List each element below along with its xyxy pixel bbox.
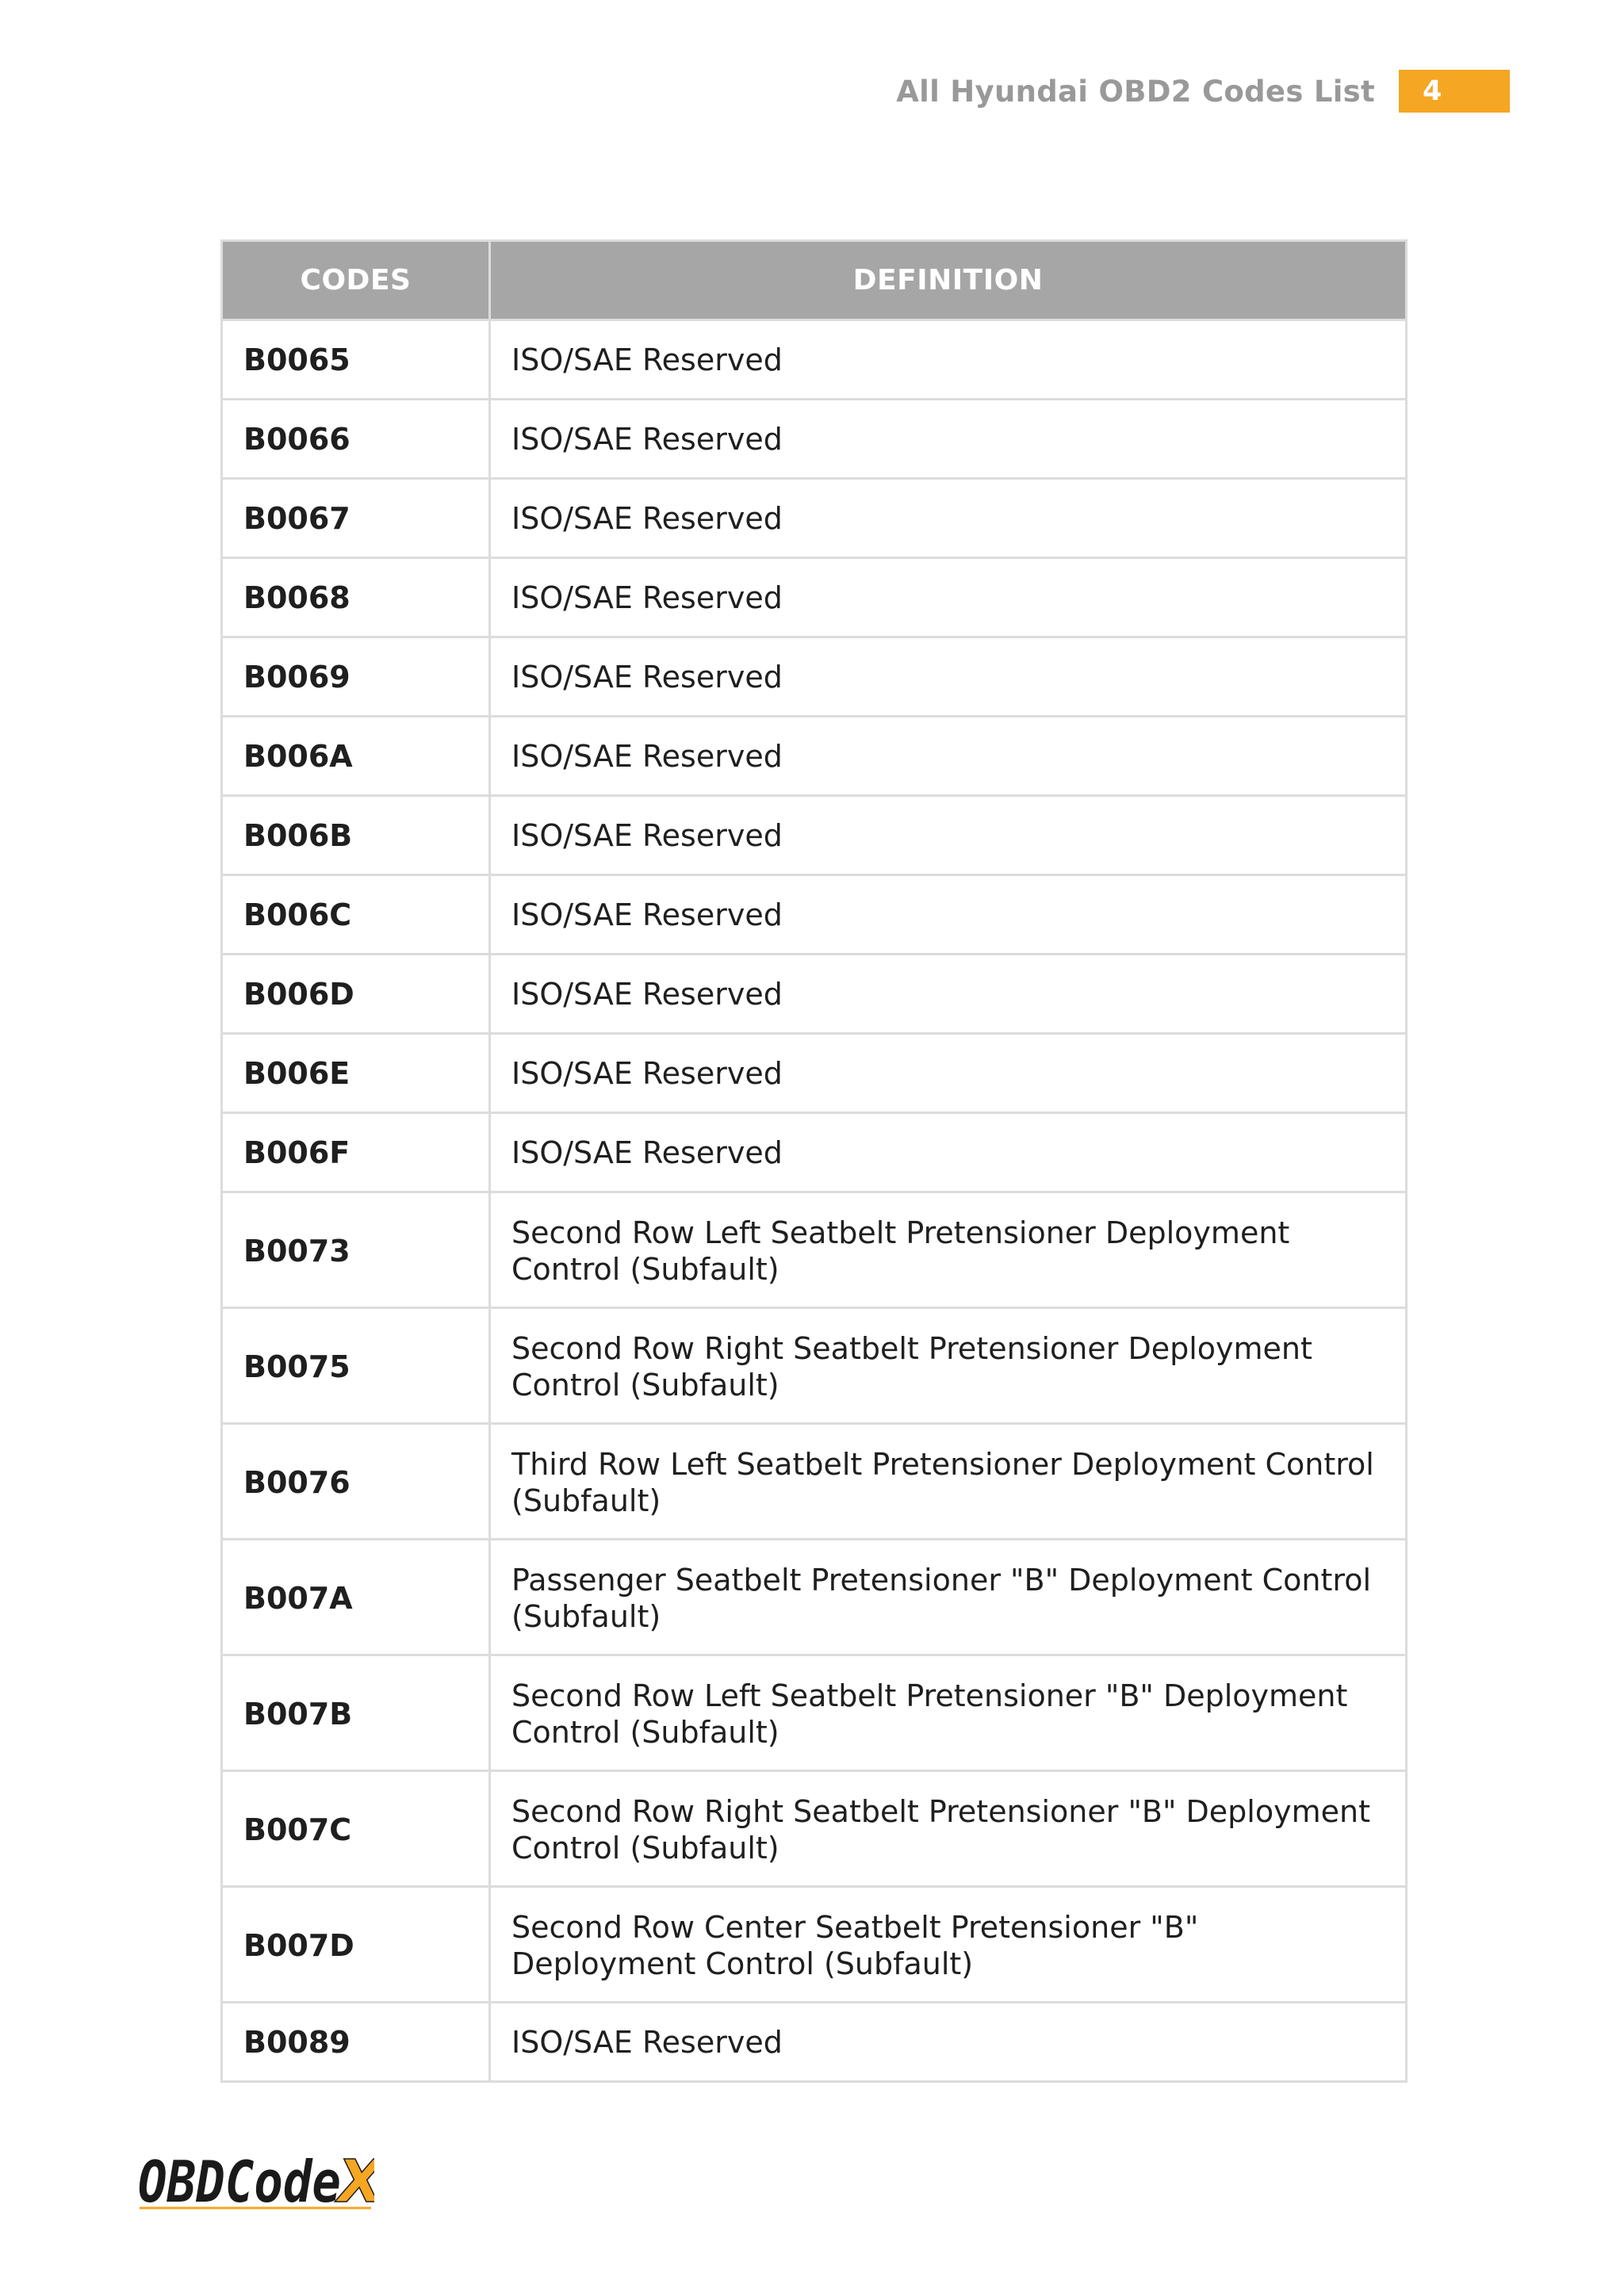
definition-cell: ISO/SAE Reserved (490, 637, 1407, 717)
table-row (222, 955, 1407, 1034)
table-row (222, 558, 1407, 637)
definition-cell: ISO/SAE Reserved (490, 1113, 1407, 1192)
code-cell: B006F (222, 1113, 490, 1192)
definition-cell: Second Row Left Seatbelt Pretensioner "B" Deployment Control (Subfault) (490, 1655, 1407, 1771)
page-number-badge: 4 (1399, 70, 1510, 113)
definition-cell: ISO/SAE Reserved (490, 558, 1407, 637)
table-row (222, 637, 1407, 717)
table-row (222, 1424, 1407, 1540)
code-cell: B006D (222, 955, 490, 1034)
code-cell: B007A (222, 1540, 490, 1655)
definition-cell: Second Row Right Seatbelt Pretensioner Deployment Control (Subfault) (490, 1308, 1407, 1424)
code-cell: B006A (222, 717, 490, 796)
column-header-definition: DEFINITION (490, 241, 1407, 320)
logo-accent-x (335, 2152, 374, 2211)
definition-cell: Third Row Left Seatbelt Pretensioner Deployment Control (Subfault) (490, 1424, 1407, 1540)
definition-cell: ISO/SAE Reserved (490, 796, 1407, 875)
logo-graphic (136, 2152, 374, 2211)
code-cell: B007B (222, 1655, 490, 1771)
definition-cell: ISO/SAE Reserved (490, 875, 1407, 955)
code-cell: B0067 (222, 479, 490, 558)
table-row (222, 1655, 1407, 1771)
definition-cell: ISO/SAE Reserved (490, 717, 1407, 796)
table-row (222, 1771, 1407, 1887)
definition-cell: ISO/SAE Reserved (490, 320, 1407, 400)
definition-cell: ISO/SAE Reserved (490, 1034, 1407, 1113)
definition-cell: ISO/SAE Reserved (490, 479, 1407, 558)
definition-cell: ISO/SAE Reserved (490, 955, 1407, 1034)
table-header-row (222, 241, 1407, 320)
page-header (896, 70, 1510, 113)
table-row (222, 1034, 1407, 1113)
code-cell: B007C (222, 1771, 490, 1887)
codes-table (220, 239, 1408, 2083)
table-row (222, 1192, 1407, 1308)
definition-cell: ISO/SAE Reserved (490, 2003, 1407, 2082)
code-cell: B0076 (222, 1424, 490, 1540)
code-cell: B006C (222, 875, 490, 955)
table-row (222, 320, 1407, 400)
document-title: All Hyundai OBD2 Codes List (896, 74, 1375, 109)
table-row (222, 1113, 1407, 1192)
definition-cell: Second Row Right Seatbelt Pretensioner "B" Deployment Control (Subfault) (490, 1771, 1407, 1887)
code-cell: B006B (222, 796, 490, 875)
code-cell: B0069 (222, 637, 490, 717)
code-cell: B0089 (222, 2003, 490, 2082)
definition-cell: Second Row Left Seatbelt Pretensioner Deployment Control (Subfault) (490, 1192, 1407, 1308)
definition-cell: ISO/SAE Reserved (490, 400, 1407, 479)
code-cell: B0065 (222, 320, 490, 400)
table-row (222, 400, 1407, 479)
obdcodex-logo (136, 2152, 374, 2211)
code-cell: B0066 (222, 400, 490, 479)
table-row (222, 479, 1407, 558)
code-cell: B0075 (222, 1308, 490, 1424)
table-row (222, 875, 1407, 955)
code-cell: B0068 (222, 558, 490, 637)
code-cell: B007D (222, 1887, 490, 2003)
table-row (222, 1540, 1407, 1655)
code-cell: B006E (222, 1034, 490, 1113)
table-row (222, 717, 1407, 796)
column-header-codes: CODES (222, 241, 490, 320)
table-row (222, 1887, 1407, 2003)
table-row (222, 2003, 1407, 2082)
table-row (222, 796, 1407, 875)
logo-wordmark: OBDCode (138, 2152, 341, 2211)
definition-cell: Second Row Center Seatbelt Pretensioner "B" Deployment Control (Subfault) (490, 1887, 1407, 2003)
table-row (222, 1308, 1407, 1424)
code-cell: B0073 (222, 1192, 490, 1308)
definition-cell: Passenger Seatbelt Pretensioner "B" Deployment Control (Subfault) (490, 1540, 1407, 1655)
